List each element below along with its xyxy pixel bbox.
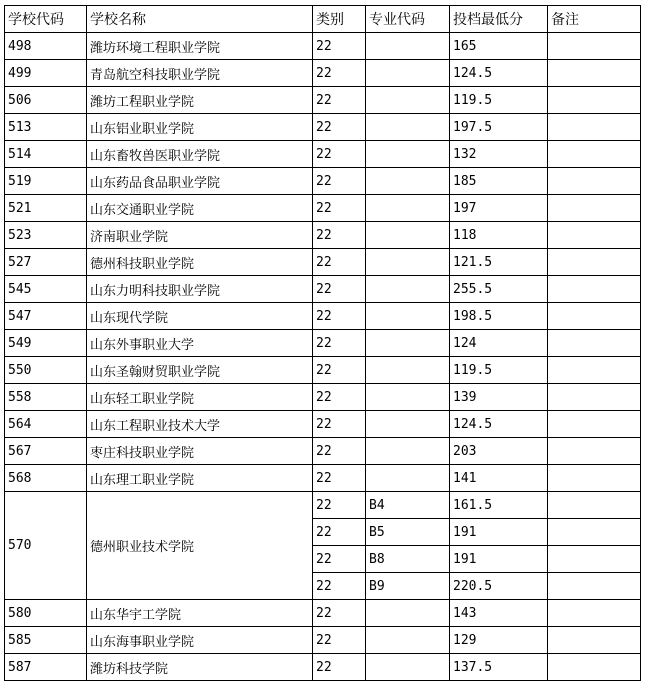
note-cell — [548, 33, 641, 60]
major-code-cell — [366, 627, 450, 654]
school-code-cell: 545 — [5, 276, 87, 303]
category-cell: 22 — [313, 222, 366, 249]
category-cell: 22 — [313, 276, 366, 303]
header-school-code: 学校代码 — [5, 6, 87, 33]
major-code-cell — [366, 195, 450, 222]
min-score-cell: 197.5 — [450, 114, 548, 141]
min-score-cell: 119.5 — [450, 357, 548, 384]
school-code-cell: 550 — [5, 357, 87, 384]
school-name-cell: 德州科技职业学院 — [87, 249, 313, 276]
note-cell — [548, 519, 641, 546]
min-score-cell: 191 — [450, 519, 548, 546]
header-major-code: 专业代码 — [366, 6, 450, 33]
min-score-cell: 161.5 — [450, 492, 548, 519]
major-code-cell — [366, 222, 450, 249]
table-row — [5, 276, 641, 303]
min-score-cell: 165 — [450, 33, 548, 60]
table-row — [5, 141, 641, 168]
note-cell — [548, 303, 641, 330]
category-cell: 22 — [313, 114, 366, 141]
note-cell — [548, 249, 641, 276]
note-cell — [548, 411, 641, 438]
major-code-cell — [366, 33, 450, 60]
table-row — [5, 384, 641, 411]
major-code-cell — [366, 303, 450, 330]
min-score-cell: 124.5 — [450, 411, 548, 438]
school-code-cell: 527 — [5, 249, 87, 276]
school-name-cell: 德州职业技术学院 — [87, 492, 313, 600]
major-code-cell — [366, 276, 450, 303]
note-cell — [548, 600, 641, 627]
category-cell: 22 — [313, 357, 366, 384]
min-score-cell: 139 — [450, 384, 548, 411]
category-cell: 22 — [313, 627, 366, 654]
school-code-cell: 585 — [5, 627, 87, 654]
min-score-cell: 197 — [450, 195, 548, 222]
major-code-cell: B9 — [366, 573, 450, 600]
school-name-cell: 潍坊工程职业学院 — [87, 87, 313, 114]
category-cell: 22 — [313, 384, 366, 411]
major-code-cell — [366, 600, 450, 627]
header-category: 类别 — [313, 6, 366, 33]
min-score-cell: 132 — [450, 141, 548, 168]
note-cell — [548, 546, 641, 573]
note-cell — [548, 60, 641, 87]
category-cell: 22 — [313, 438, 366, 465]
min-score-cell: 220.5 — [450, 573, 548, 600]
category-cell: 22 — [313, 87, 366, 114]
note-cell — [548, 114, 641, 141]
category-cell: 22 — [313, 168, 366, 195]
school-code-cell: 564 — [5, 411, 87, 438]
min-score-cell: 255.5 — [450, 276, 548, 303]
category-cell: 22 — [313, 141, 366, 168]
table-row — [5, 87, 641, 114]
min-score-cell: 124.5 — [450, 60, 548, 87]
header-min-score: 投档最低分 — [450, 6, 548, 33]
school-name-cell: 山东海事职业学院 — [87, 627, 313, 654]
table-row — [5, 411, 641, 438]
school-name-cell: 山东工程职业技术大学 — [87, 411, 313, 438]
min-score-cell: 141 — [450, 465, 548, 492]
major-code-cell — [366, 438, 450, 465]
major-code-cell — [366, 384, 450, 411]
note-cell — [548, 141, 641, 168]
school-code-cell: 549 — [5, 330, 87, 357]
school-code-cell: 587 — [5, 654, 87, 681]
school-code-cell: 521 — [5, 195, 87, 222]
school-code-cell: 570 — [5, 492, 87, 600]
note-cell — [548, 276, 641, 303]
min-score-cell: 143 — [450, 600, 548, 627]
table-row — [5, 654, 641, 681]
school-code-cell: 558 — [5, 384, 87, 411]
min-score-cell: 191 — [450, 546, 548, 573]
category-cell: 22 — [313, 465, 366, 492]
major-code-cell — [366, 87, 450, 114]
school-code-cell: 519 — [5, 168, 87, 195]
min-score-cell: 198.5 — [450, 303, 548, 330]
note-cell — [548, 465, 641, 492]
category-cell: 22 — [313, 519, 366, 546]
table-row — [5, 465, 641, 492]
major-code-cell: B4 — [366, 492, 450, 519]
school-code-cell: 498 — [5, 33, 87, 60]
note-cell — [548, 330, 641, 357]
school-code-cell: 506 — [5, 87, 87, 114]
major-code-cell: B5 — [366, 519, 450, 546]
note-cell — [548, 357, 641, 384]
school-name-cell: 山东轻工职业学院 — [87, 384, 313, 411]
school-name-cell: 山东畜牧兽医职业学院 — [87, 141, 313, 168]
table-row — [5, 222, 641, 249]
table-row — [5, 114, 641, 141]
min-score-cell: 119.5 — [450, 87, 548, 114]
major-code-cell — [366, 168, 450, 195]
major-code-cell — [366, 411, 450, 438]
school-name-cell: 潍坊环境工程职业学院 — [87, 33, 313, 60]
note-cell — [548, 627, 641, 654]
school-code-cell: 523 — [5, 222, 87, 249]
table-row — [5, 600, 641, 627]
category-cell: 22 — [313, 33, 366, 60]
table-row — [5, 627, 641, 654]
category-cell: 22 — [313, 546, 366, 573]
min-score-cell: 129 — [450, 627, 548, 654]
note-cell — [548, 492, 641, 519]
school-code-cell: 547 — [5, 303, 87, 330]
major-code-cell — [366, 654, 450, 681]
major-code-cell — [366, 249, 450, 276]
school-name-cell: 济南职业学院 — [87, 222, 313, 249]
major-code-cell — [366, 60, 450, 87]
table-row — [5, 492, 641, 519]
min-score-cell: 118 — [450, 222, 548, 249]
school-name-cell: 山东圣翰财贸职业学院 — [87, 357, 313, 384]
category-cell: 22 — [313, 60, 366, 87]
note-cell — [548, 222, 641, 249]
note-cell — [548, 384, 641, 411]
category-cell: 22 — [313, 411, 366, 438]
min-score-cell: 203 — [450, 438, 548, 465]
note-cell — [548, 654, 641, 681]
table-row — [5, 303, 641, 330]
min-score-cell: 124 — [450, 330, 548, 357]
category-cell: 22 — [313, 303, 366, 330]
table-row — [5, 33, 641, 60]
header-note: 备注 — [548, 6, 641, 33]
school-name-cell: 山东交通职业学院 — [87, 195, 313, 222]
major-code-cell — [366, 465, 450, 492]
header-school-name: 学校名称 — [87, 6, 313, 33]
major-code-cell — [366, 114, 450, 141]
table-row — [5, 249, 641, 276]
school-name-cell: 山东药品食品职业学院 — [87, 168, 313, 195]
table-row — [5, 60, 641, 87]
category-cell: 22 — [313, 654, 366, 681]
school-name-cell: 山东铝业职业学院 — [87, 114, 313, 141]
table-row — [5, 357, 641, 384]
school-code-cell: 568 — [5, 465, 87, 492]
school-name-cell: 山东华宇工学院 — [87, 600, 313, 627]
major-code-cell — [366, 357, 450, 384]
school-name-cell: 山东现代学院 — [87, 303, 313, 330]
category-cell: 22 — [313, 573, 366, 600]
school-code-cell: 514 — [5, 141, 87, 168]
note-cell — [548, 438, 641, 465]
min-score-cell: 137.5 — [450, 654, 548, 681]
school-name-cell: 潍坊科技学院 — [87, 654, 313, 681]
school-name-cell: 山东力明科技职业学院 — [87, 276, 313, 303]
major-code-cell — [366, 330, 450, 357]
admission-score-table — [4, 5, 641, 681]
note-cell — [548, 195, 641, 222]
school-name-cell: 山东理工职业学院 — [87, 465, 313, 492]
school-code-cell: 513 — [5, 114, 87, 141]
school-name-cell: 青岛航空科技职业学院 — [87, 60, 313, 87]
category-cell: 22 — [313, 600, 366, 627]
school-code-cell: 567 — [5, 438, 87, 465]
table-row — [5, 330, 641, 357]
category-cell: 22 — [313, 492, 366, 519]
table-row — [5, 195, 641, 222]
school-code-cell: 580 — [5, 600, 87, 627]
min-score-cell: 185 — [450, 168, 548, 195]
category-cell: 22 — [313, 249, 366, 276]
category-cell: 22 — [313, 330, 366, 357]
note-cell — [548, 168, 641, 195]
note-cell — [548, 573, 641, 600]
major-code-cell: B8 — [366, 546, 450, 573]
table-row — [5, 438, 641, 465]
school-name-cell: 山东外事职业大学 — [87, 330, 313, 357]
header-row — [5, 6, 641, 33]
note-cell — [548, 87, 641, 114]
school-code-cell: 499 — [5, 60, 87, 87]
table-row — [5, 168, 641, 195]
category-cell: 22 — [313, 195, 366, 222]
min-score-cell: 121.5 — [450, 249, 548, 276]
major-code-cell — [366, 141, 450, 168]
school-name-cell: 枣庄科技职业学院 — [87, 438, 313, 465]
